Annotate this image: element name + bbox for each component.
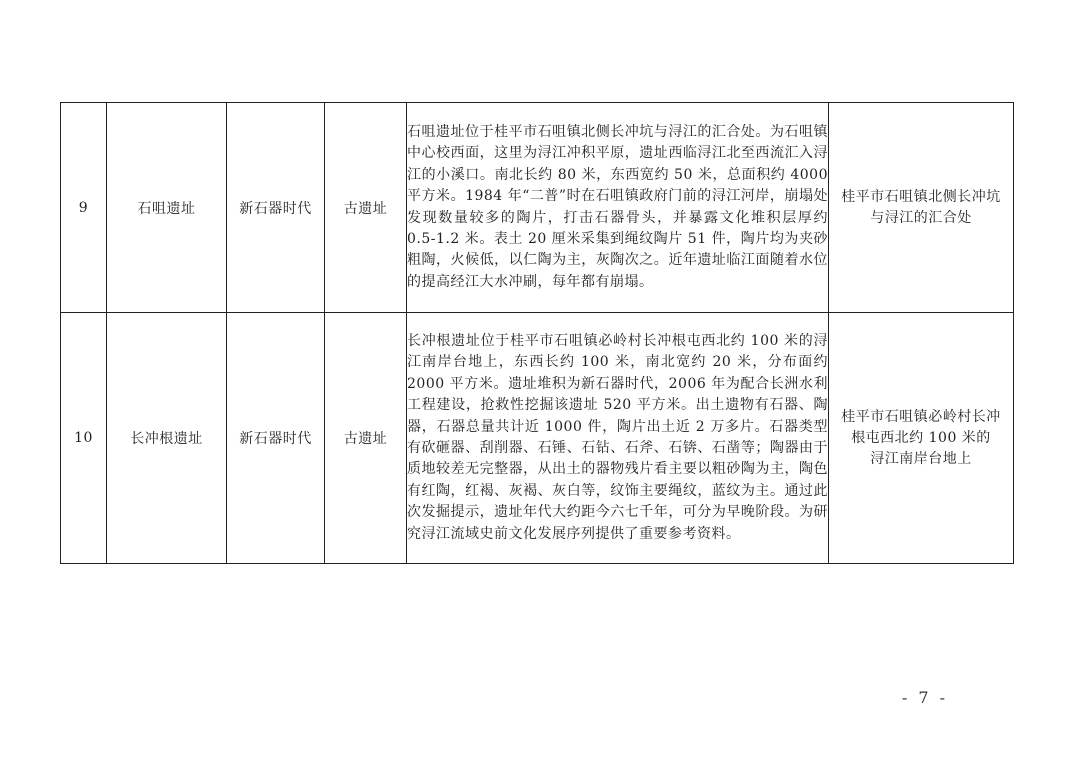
- location-line: 根屯西北约 100 米的: [851, 429, 991, 446]
- heritage-sites-table: [60, 102, 1014, 564]
- location-line: 与浔江的汇合处: [870, 209, 972, 226]
- site-type-cell: 古遗址: [325, 103, 407, 313]
- table-row: [61, 103, 1014, 313]
- site-name-cell: 长冲根遗址: [107, 313, 227, 564]
- table-row: [61, 313, 1014, 564]
- site-name-cell: 石咀遗址: [107, 103, 227, 313]
- location-line: 桂平市石咀镇必岭村长冲: [841, 408, 1001, 425]
- location-cell: [829, 313, 1014, 564]
- era-cell: 新石器时代: [227, 103, 325, 313]
- era-cell: 新石器时代: [227, 313, 325, 564]
- row-number-cell: 9: [61, 103, 107, 313]
- description-cell: 长冲根遗址位于桂平市石咀镇必岭村长冲根屯西北约 100 米的浔江南岸台地上，东西长约 100 米，南北宽约 20 米，分布面约 2000 平方米。遗址堆积为新石器时代，2006 年为配合长洲水利工程建设，抢救性挖掘该遗址 520 平方米。出土遗物有石器、陶器，石器总量共计近 1000 件，陶片出土近 2 万多片。石器类型有砍砸器、刮削器、石锤、石钻、石斧、石锛、石凿等；陶器由于质地较差无完整器，从出土的器物残片看主要以粗砂陶为主，陶色有红陶，红褐、灰褐、灰白等，纹饰主要绳纹，蓝纹为主。通过此次发掘提示，遗址年代大约距今六七千年，可分为早晚阶段。为研究浔江流域史前文化发展序列提供了重要参考资料。: [407, 313, 829, 564]
- site-type-cell: 古遗址: [325, 313, 407, 564]
- location-line: 桂平市石咀镇北侧长冲坑: [841, 188, 1001, 205]
- location-cell: [829, 103, 1014, 313]
- row-number-cell: 10: [61, 313, 107, 564]
- page-number: - 7 -: [901, 688, 949, 707]
- location-line: 浔江南岸台地上: [870, 450, 972, 467]
- description-cell: 石咀遗址位于桂平市石咀镇北侧长冲坑与浔江的汇合处。为石咀镇中心校西面，这里为浔江冲积平原，遗址西临浔江北至西流汇入浔江的小溪口。南北长约 80 米，东西宽约 50 米，总面积约 4000 平方米。1984 年“二普”时在石咀镇政府门前的浔江河岸，崩塌处发现数量较多的陶片，打击石器骨头，并暴露文化堆积层厚约 0.5-1.2 米。表土 20 厘米采集到绳纹陶片 51 件，陶片均为夹砂粗陶，火候低，以仁陶为主，灰陶次之。近年遗址临江面随着水位的提高经江大水冲刷，每年都有崩塌。: [407, 103, 829, 313]
